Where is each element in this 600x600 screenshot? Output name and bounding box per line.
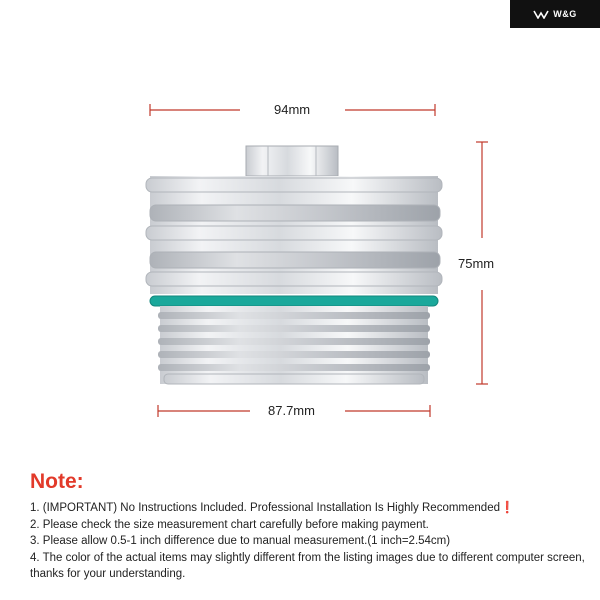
note-title: Note:: [30, 470, 84, 493]
teal-o-ring: [150, 296, 438, 306]
note-item: 3. Please allow 0.5-1 inch difference due to manual measurement.(1 inch=2.54cm): [30, 535, 451, 547]
top-width-label: 94mm: [274, 102, 311, 117]
note-item: 2. Please check the size measurement chart carefully before making payment.: [30, 518, 429, 531]
note-list: [30, 500, 590, 583]
height-label: 75mm: [458, 256, 495, 271]
bottom-width-label: 87.7mm: [268, 403, 315, 418]
cap-threaded-body: [158, 306, 430, 384]
cap-upper-body: [146, 176, 442, 294]
note-item: 1. (IMPORTANT) No Instructions Included. Professional Installation Is Highly Recommended❗: [30, 502, 515, 514]
brand-name: W&G: [553, 9, 577, 19]
hex-nut: [246, 146, 338, 176]
note-item: 4. The color of the actual items may slightly different from the listing images due to different computer screen, thanks for your understanding.: [30, 551, 585, 580]
